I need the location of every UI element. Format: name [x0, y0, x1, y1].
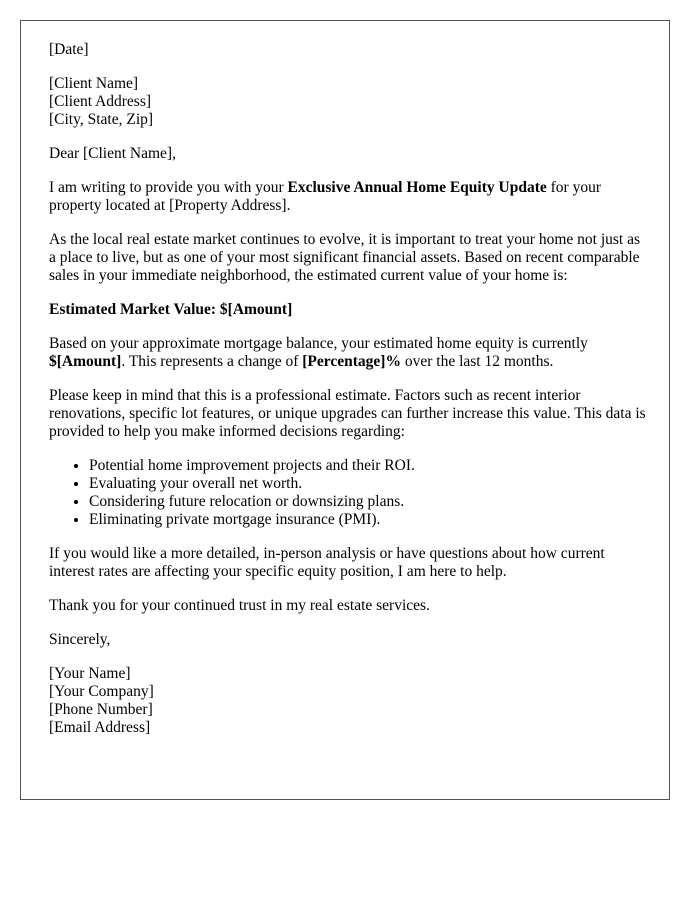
estimated-value-line — [49, 301, 649, 319]
estimated-value-text: Estimated Market Value: $[Amount] — [49, 301, 293, 318]
list-item: • Potential home improvement projects and their ROI. — [89, 457, 649, 475]
salutation: Dear [Client Name], — [49, 145, 176, 162]
followup-paragraph: If you would like a more detailed, in-person analysis or have questions about how current interest rates are affecting your specific equity position, I am here to help. — [49, 545, 605, 580]
estimate-paragraph: Please keep in mind that this is a professional estimate. Factors such as recent interior renovations, specific lot features, or unique upgrades can further increase this value. This data is provided to help you make informed decisions regarding: — [49, 387, 646, 440]
letter-container — [20, 20, 670, 800]
signature-name: [Your Name] — [49, 665, 131, 682]
client-address-block — [49, 75, 649, 129]
equity-percentage: [Percentage]% — [302, 353, 401, 370]
closing: Sincerely, — [49, 631, 111, 648]
equity-text-middle: . This represents a change of — [121, 353, 303, 370]
client-name: [Client Name] — [49, 75, 139, 92]
intro-bold-title: Exclusive Annual Home Equity Update — [287, 179, 547, 196]
intro-text-after: for your property located at [Property Address]. — [49, 179, 601, 214]
client-address: [Client Address] — [49, 93, 152, 110]
signature-block — [49, 665, 649, 737]
intro-text-before: I am writing to provide you with your — [49, 179, 288, 196]
intro-paragraph — [49, 179, 649, 215]
signature-phone: [Phone Number] — [49, 701, 153, 718]
list-item: • Considering future relocation or downsizing plans. — [89, 493, 649, 511]
equity-amount: $[Amount] — [49, 353, 122, 370]
signature-company: [Your Company] — [49, 683, 154, 700]
signature-email: [Email Address] — [49, 719, 151, 736]
list-item: • Evaluating your overall net worth. — [89, 475, 649, 493]
list-item: • Eliminating private mortgage insurance (PMI). — [89, 511, 649, 529]
market-paragraph: As the local real estate market continues to evolve, it is important to treat your home not just as a place to live, but as one of your most significant financial assets. Based on recent comparable sales in your immediate neighborhood, the estimated current value of your home is: — [49, 231, 640, 284]
equity-text-before: Based on your approximate mortgage balance, your estimated home equity is currently — [49, 335, 588, 352]
thanks-paragraph: Thank you for your continued trust in my real estate services. — [49, 597, 430, 614]
equity-paragraph — [49, 335, 649, 371]
decision-list — [49, 457, 649, 529]
equity-text-after: over the last 12 months. — [400, 353, 554, 370]
client-city-state-zip: [City, State, Zip] — [49, 111, 154, 128]
letter-date: [Date] — [49, 41, 89, 58]
